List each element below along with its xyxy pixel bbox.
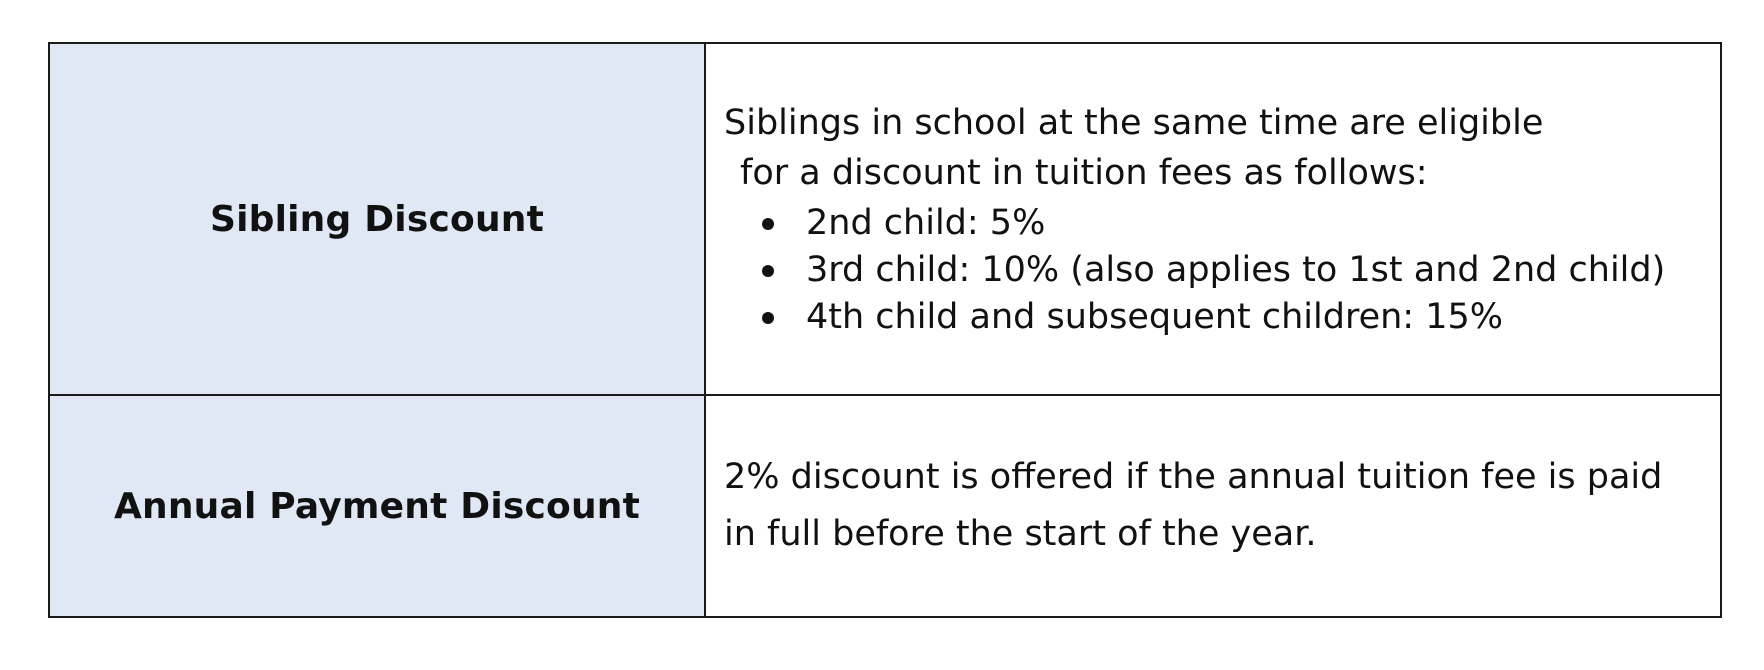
sibling-discount-description bbox=[705, 43, 1721, 395]
list-item bbox=[760, 200, 1700, 247]
bullet-icon bbox=[762, 265, 774, 277]
annual-text-line-2: in full before the start of the year. bbox=[724, 514, 1317, 554]
list-item-text: 4th child and subsequent children: 15% bbox=[806, 296, 1503, 337]
list-item bbox=[760, 247, 1700, 294]
sibling-intro-line-2: for a discount in tuition fees as follows: bbox=[740, 152, 1428, 193]
list-item-text: 3rd child: 10% (also applies to 1st and 2nd child) bbox=[806, 249, 1666, 290]
table-row bbox=[49, 395, 1721, 617]
annual-text-line-1: 2% discount is offered if the annual tuition fee is paid bbox=[724, 457, 1663, 497]
annual-payment-discount-description bbox=[705, 395, 1721, 617]
bullet-icon bbox=[762, 218, 774, 230]
sibling-discount-label: Sibling Discount bbox=[49, 43, 705, 395]
bullet-icon bbox=[762, 312, 774, 324]
table-row bbox=[49, 43, 1721, 395]
sibling-intro-line-1: Siblings in school at the same time are eligible bbox=[724, 102, 1544, 143]
sibling-discount-list bbox=[724, 200, 1700, 341]
discounts-table bbox=[48, 42, 1722, 618]
list-item bbox=[760, 294, 1700, 341]
annual-payment-discount-label: Annual Payment Discount bbox=[49, 395, 705, 617]
list-item-text: 2nd child: 5% bbox=[806, 202, 1046, 243]
